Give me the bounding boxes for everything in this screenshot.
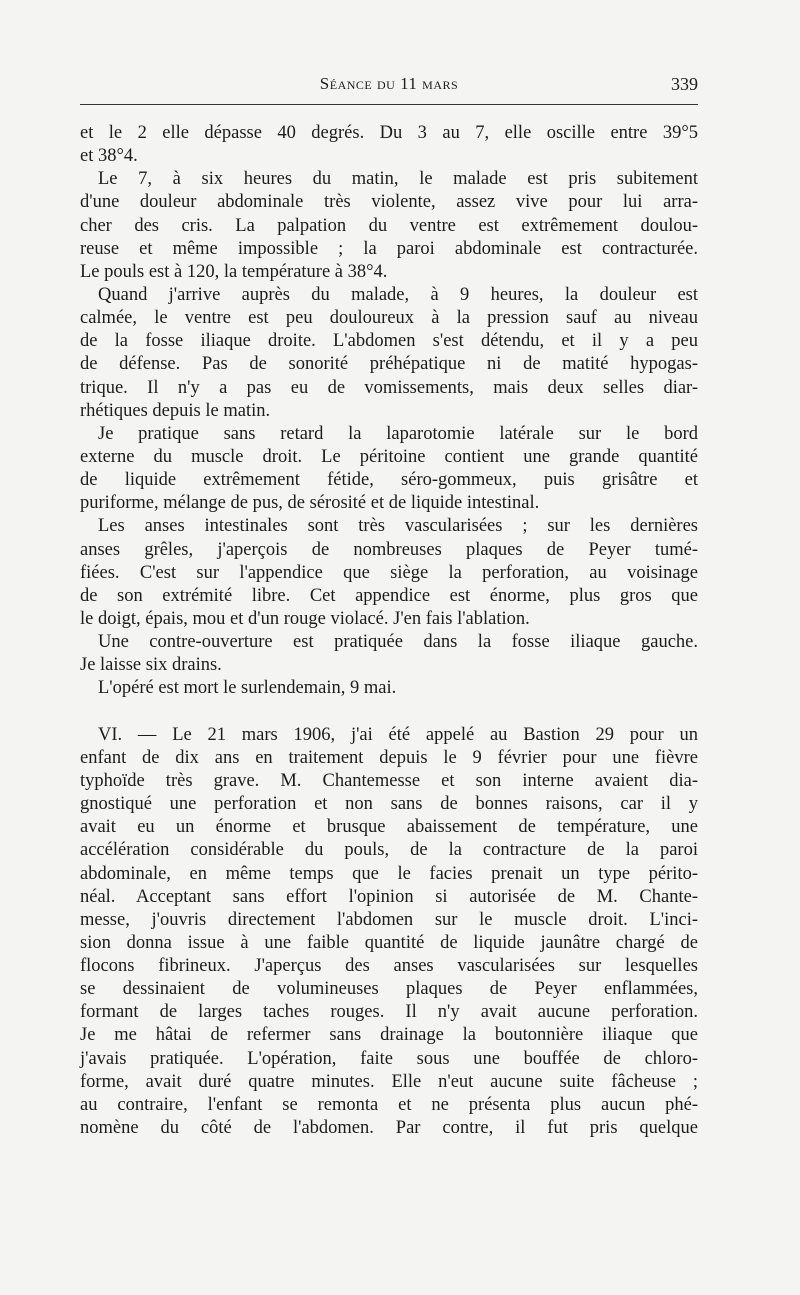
text-line: Je laisse six drains. [80, 655, 222, 676]
text-line: flocons fibrineux. J'aperçus des anses vascularisées sur lesquelles [80, 956, 698, 977]
page-body [80, 122, 698, 1140]
text-line: reuse et même impossible ; la paroi abdominale est contracturée. [80, 238, 698, 259]
text-line: Quand j'arrive auprès du malade, à 9 heures, la douleur est [98, 284, 698, 305]
paragraph [80, 168, 698, 284]
text-line: et le 2 elle dépasse 40 degrés. Du 3 au 7, elle oscille entre 39°5 [80, 123, 698, 143]
text-line: Une contre-ouverture est pratiquée dans la fosse iliaque gauche. [98, 632, 698, 653]
text-line: L'opéré est mort le surlendemain, 9 mai. [98, 678, 397, 699]
text-line: trique. Il n'y a pas eu de vomissements, mais deux selles diar- [80, 377, 698, 398]
text-line: de son extrémité libre. Cet appendice est énorme, plus gros que [80, 585, 698, 606]
text-line: gnostiqué une perforation et non sans de bonnes raisons, car il y [80, 794, 698, 815]
paragraph [80, 122, 698, 168]
text-line: de la fosse iliaque droite. L'abdomen s'est détendu, et il y a peu [80, 331, 698, 352]
paragraph [80, 677, 698, 700]
text-line: nomène du côté de l'abdomen. Par contre, il fut pris quelque [80, 1118, 698, 1139]
paragraph [80, 515, 698, 631]
text-line: de liquide extrêmement fétide, séro-gommeux, puis grisâtre et [80, 470, 698, 491]
text-line: cher des cris. La palpation du ventre est extrêmement doulou- [80, 215, 698, 236]
text-line: Le 7, à six heures du matin, le malade est pris subitement [98, 169, 698, 190]
text-line: anses grêles, j'aperçois de nombreuses plaques de Peyer tumé- [80, 539, 698, 560]
text-line: Je pratique sans retard la laparotomie latérale sur le bord [98, 423, 698, 444]
text-line: formant de larges taches rouges. Il n'y avait aucune perforation. [80, 1002, 698, 1023]
text-line: sion donna issue à une faible quantité de liquide jaunâtre chargé de [80, 932, 698, 953]
paragraph [80, 423, 698, 516]
running-title: Séance du 11 mars [319, 74, 459, 93]
text-line: au contraire, l'enfant se remonta et ne présenta plus aucun phé- [80, 1094, 698, 1115]
page-header [80, 74, 698, 98]
text-line: se dessinaient de volumineuses plaques de Peyer enflammées, [80, 979, 698, 1000]
text-line: Je me hâtai de refermer sans drainage la boutonnière iliaque que [80, 1025, 698, 1046]
text-line: forme, avait duré quatre minutes. Elle n'eut aucune suite fâcheuse ; [80, 1071, 698, 1092]
text-line: typhoïde très grave. M. Chantemesse et son interne avaient dia- [80, 770, 698, 791]
paragraph [80, 284, 698, 423]
text-line: messe, j'ouvris directement l'abdomen sur le muscle droit. L'inci- [80, 909, 698, 930]
text-line: et 38°4. [80, 146, 138, 167]
text-line: Le pouls est à 120, la température à 38°4. [80, 261, 388, 282]
text-line: d'une douleur abdominale très violente, assez vive pour lui arra- [80, 192, 698, 213]
text-line: le doigt, épais, mou et d'un rouge violacé. J'en fais l'ablation. [80, 608, 530, 629]
text-line: calmée, le ventre est peu douloureux à la pression sauf au niveau [80, 308, 698, 329]
text-line: rhétiques depuis le matin. [80, 400, 271, 421]
text-line: j'avais pratiquée. L'opération, faite sous une bouffée de chloro- [80, 1048, 698, 1069]
text-line: accélération considérable du pouls, de la contracture de la paroi [80, 840, 698, 861]
page-number: 339 [671, 74, 698, 94]
text-line: Les anses intestinales sont très vascularisées ; sur les dernières [98, 516, 698, 537]
text-line: enfant de dix ans en traitement depuis le 9 février pour une fièvre [80, 747, 698, 768]
text-line: avait eu un énorme et brusque abaissement de température, une [80, 817, 698, 838]
text-line: abdominale, en même temps que le facies prenait un type périto- [80, 863, 698, 884]
header-rule [80, 104, 698, 105]
text-line: néal. Acceptant sans effort l'opinion si autorisée de M. Chante- [80, 886, 698, 907]
text-line: externe du muscle droit. Le péritoine contient une grande quantité [80, 446, 698, 467]
text-line: fiées. C'est sur l'appendice que siège la perforation, au voisinage [80, 562, 698, 583]
text-line: puriforme, mélange de pus, de sérosité et de liquide intestinal. [80, 493, 540, 514]
paragraph [80, 724, 698, 1141]
paragraph-gap [80, 701, 698, 724]
text-line: de défense. Pas de sonorité préhépatique ni de matité hypogas- [80, 354, 698, 375]
text-line: VI. — Le 21 mars 1906, j'ai été appelé au Bastion 29 pour un [98, 724, 698, 745]
paragraph [80, 631, 698, 677]
